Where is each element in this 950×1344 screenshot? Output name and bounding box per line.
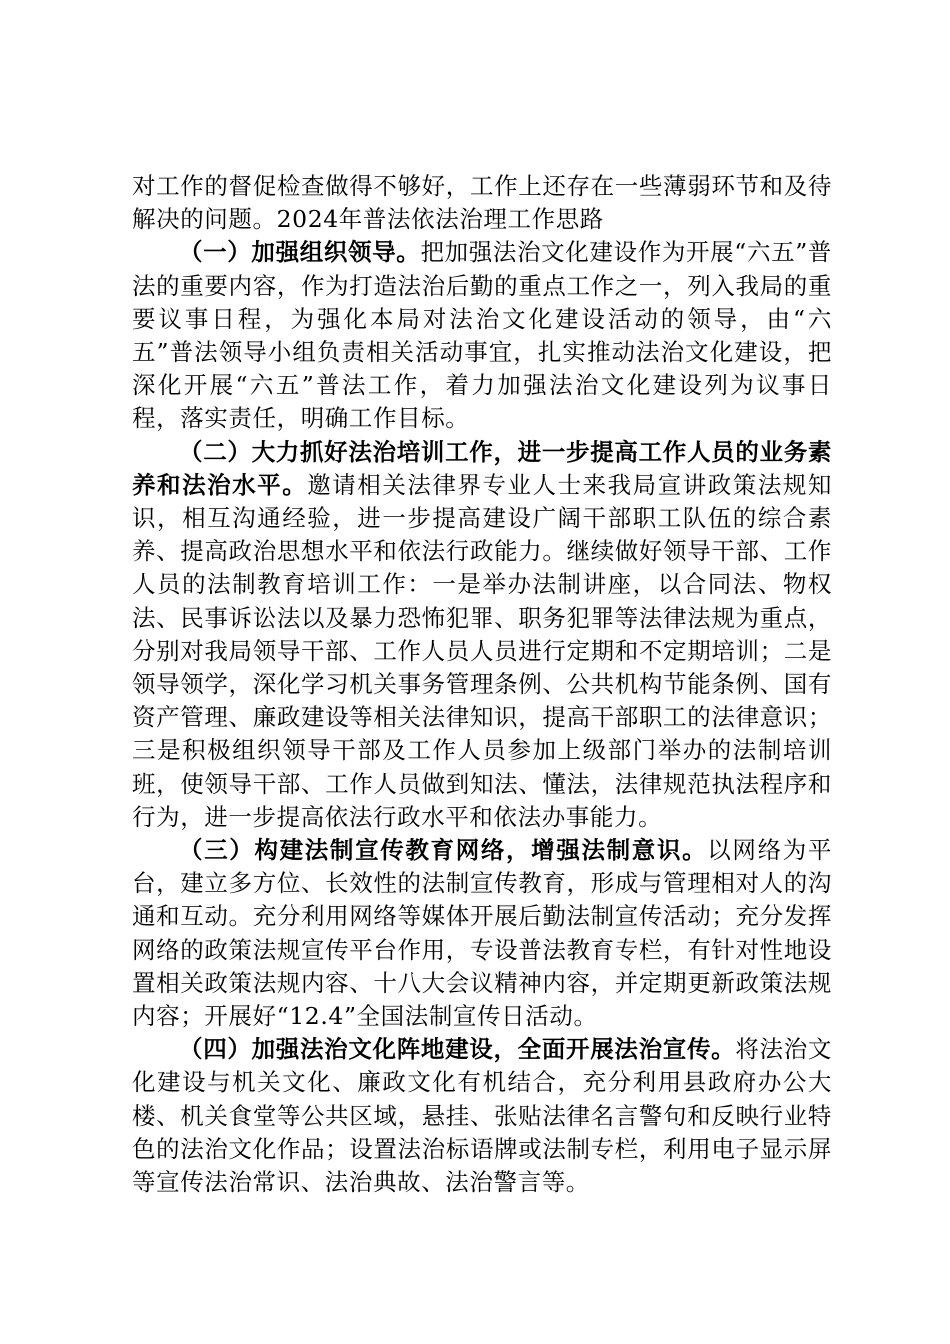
section-2-body: 邀请相关法律界专业人士来我局宣讲政策法规知识，相互沟通经验，进一步提高建设广阔干部职工队伍的综合素养、提高政治思想水平和依法行政能力。继续做好领导干部、工作人员的法制教育培训工作：一是举办法制讲座，以合同法、物权法、民事诉讼法以及暴力恐怖犯罪、职务犯罪等法律法规为重点，分别对我局领导干部、工作人员人员进行定期和不定期培训；二是领导领学，深化学习机关事务管理条例、公共机构节能条例、国有资产管理、廉政建设等相关法律知识，提高干部职工的法律意识；三是积极组织领导干部及工作人员参加上级部门举办的法制培训班，使领导干部、工作人员做到知法、懂法，法律规范执法程序和行为，进一步提高依法行政水平和依法办事能力。 (132, 470, 832, 831)
document-page (132, 170, 832, 1199)
section-3-paragraph (132, 834, 832, 1033)
section-3-heading: （三）构建法制宣传教育网络，增强法制意识。 (179, 836, 708, 865)
section-4-heading: （四）加强法治文化阵地建设，全面开展法治宣传。 (179, 1035, 736, 1064)
section-4-body: 将法治文化建设与机关文化、廉政文化有机结合，充分利用县政府办公大楼、机关食堂等公共区域，悬挂、张贴法律名言警句和反映行业特色的法治文化作品；设置法治标语牌或法制专栏，利用电子显示屏等宣传法治常识、法治典故、法治警言等。 (132, 1035, 832, 1197)
intro-paragraph: 对工作的督促检查做得不够好，工作上还存在一些薄弱环节和及待解决的问题。2024年普法依法治理工作思路 (132, 172, 832, 234)
section-3-body: 以网络为平台，建立多方位、长效性的法制宣传教育，形成与管理相对人的沟通和互动。充分利用网络等媒体开展后勤法制宣传活动；充分发挥网络的政策法规宣传平台作用，专设普法教育专栏，有针对性地设置相关政策法规内容、十八大会议精神内容，并定期更新政策法规内容；开展好“12.4”全国法制宣传日活动。 (132, 836, 833, 1031)
section-1-paragraph (132, 236, 832, 435)
section-1-body: 把加强法治文化建设作为开展“六五”普法的重要内容，作为打造法治后勤的重点工作之一，列入我局的重要议事日程，为强化本局对法治文化建设活动的领导，由“六五”普法领导小组负责相关活动事宜，扎实推动法治文化建设，把深化开展“六五”普法工作，着力加强法治文化建设列为议事日程，落实责任，明确工作目标。 (132, 238, 833, 433)
section-2-paragraph (132, 436, 832, 834)
section-1-heading: （一）加强组织领导。 (179, 238, 421, 267)
section-2-heading: （二）大力抓好法治培训工作，进一步提高工作人员的业务素养和法治水平。 (132, 437, 832, 499)
section-4-paragraph (132, 1033, 832, 1199)
